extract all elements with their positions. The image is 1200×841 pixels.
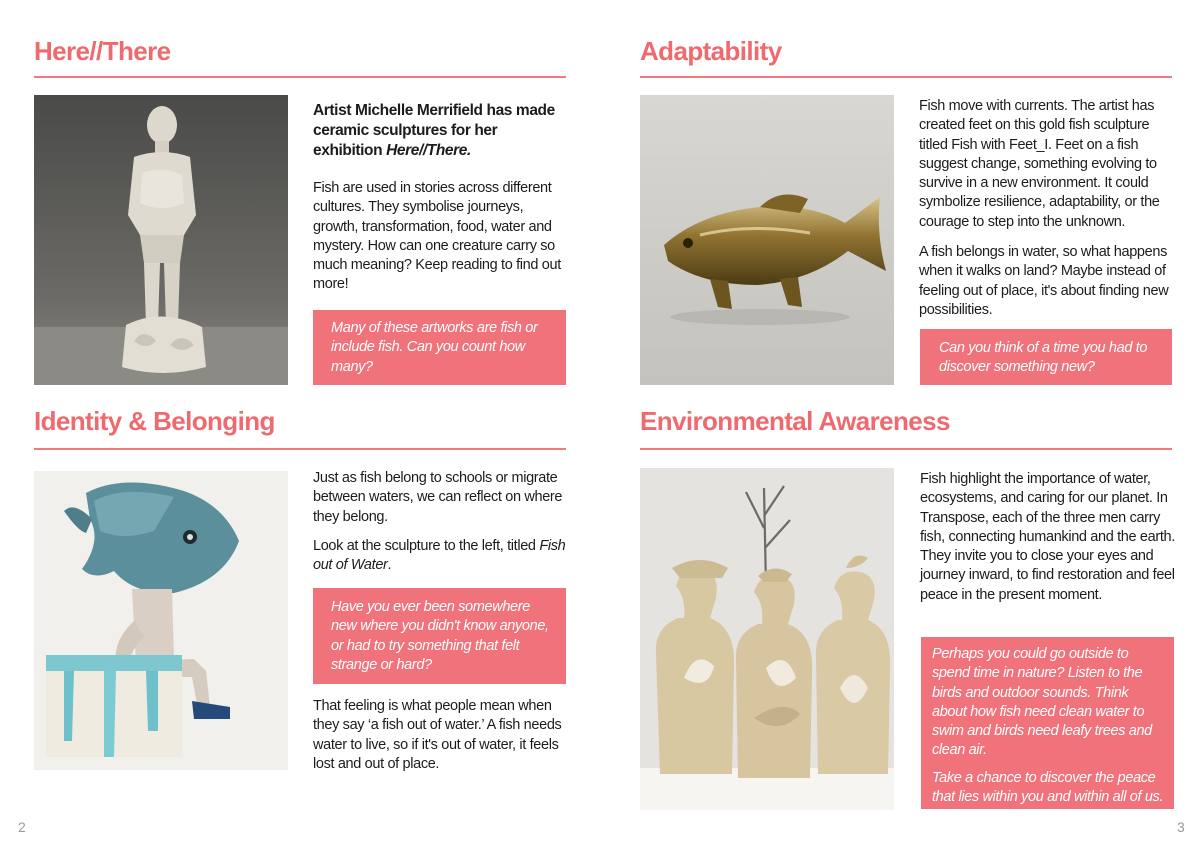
here-there-body: Fish are used in stories across different cultures. They symbolise journeys, growth, transformation, food, water and mystery. How can one creature carry so much meaning? Keep reading to find out more! [313, 180, 561, 293]
callout-somewhere-new [313, 588, 566, 684]
identity-body-2-end: . [387, 557, 392, 574]
heading-environmental-awareness: Environmental Awareness [640, 406, 950, 436]
heading-here-there: Here//There [34, 36, 171, 66]
environment-body: Fish highlight the importance of water, ecosystems, and caring for our planet. In Transpose, each of the three men carry fish, connecting humankind and the earth. They invite you to close your eyes and journey inward, to find restoration and feel peace in the present moment. [920, 471, 1175, 603]
photo-transpose-three-figures [640, 468, 894, 810]
identity-body-1: Just as fish belong to schools or migrate between waters, we can reflect on where they belong. [313, 470, 563, 525]
adaptability-body-2: A fish belongs in water, so what happens when it walks on land? Maybe instead of feeling out of place, it's about finding new possibilities. [919, 244, 1169, 318]
adaptability-body-1: Fish move with currents. The artist has created feet on this gold fish sculpture titled Fish with Feet_I. Feet on a fish suggest change, something evolving to survive in a new environment. It could symbolize resilience, adaptability, or the courage to step into the unknown. [919, 98, 1160, 230]
page-number-left: 2 [18, 819, 26, 835]
heading-rule [640, 448, 1172, 450]
photo-gold-fish-with-feet [640, 95, 894, 385]
callout-text-1: Perhaps you could go outside to spend time in nature? Listen to the birds and outdoor sounds. Think about how fish need clean water to swim and birds need leafy trees and clean air. [932, 646, 1152, 759]
identity-body-2 [313, 537, 568, 576]
here-there-lead [313, 101, 568, 161]
heading-rule [34, 76, 566, 78]
adaptability-text [919, 97, 1177, 332]
callout-text-2: Take a chance to discover the peace that lies within you and within all of us. [932, 769, 1164, 806]
identity-body-2-text: Look at the sculpture to the left, titled [313, 537, 540, 554]
identity-text-bottom [313, 697, 568, 786]
heading-adaptability: Adaptability [640, 36, 782, 66]
callout-nature [921, 637, 1174, 809]
callout-discover-new [920, 329, 1172, 385]
exhibition-title: Here//There. [386, 142, 471, 159]
here-there-text [313, 101, 568, 307]
heading-rule [34, 448, 566, 450]
environment-text [920, 470, 1178, 617]
photo-fish-out-of-water-sculpture [34, 471, 288, 770]
artwork-title: Fish out of Water [313, 537, 566, 574]
identity-text [313, 469, 568, 587]
page-number-right: 3 [1177, 819, 1185, 835]
heading-rule [640, 76, 1172, 78]
lead-text: Artist Michelle Merrifield has made ceramic sculptures for her exhibition [313, 102, 555, 159]
identity-body-3: That feeling is what people mean when they say ‘a fish out of water.’ A fish needs water to live, so if it's out of water, it feels lost and out of place. [313, 698, 562, 772]
callout-text: Can you think of a time you had to discover something new? [939, 340, 1148, 376]
callout-text: Have you ever been somewhere new where you didn't know anyone, or had to try something that felt strange or hard? [331, 599, 549, 673]
photo-standing-figure-sculpture [34, 95, 288, 385]
callout-count-fish [313, 310, 566, 385]
callout-text: Many of these artworks are fish or include fish. Can you count how many? [331, 320, 538, 375]
heading-identity-belonging: Identity & Belonging [34, 406, 275, 436]
